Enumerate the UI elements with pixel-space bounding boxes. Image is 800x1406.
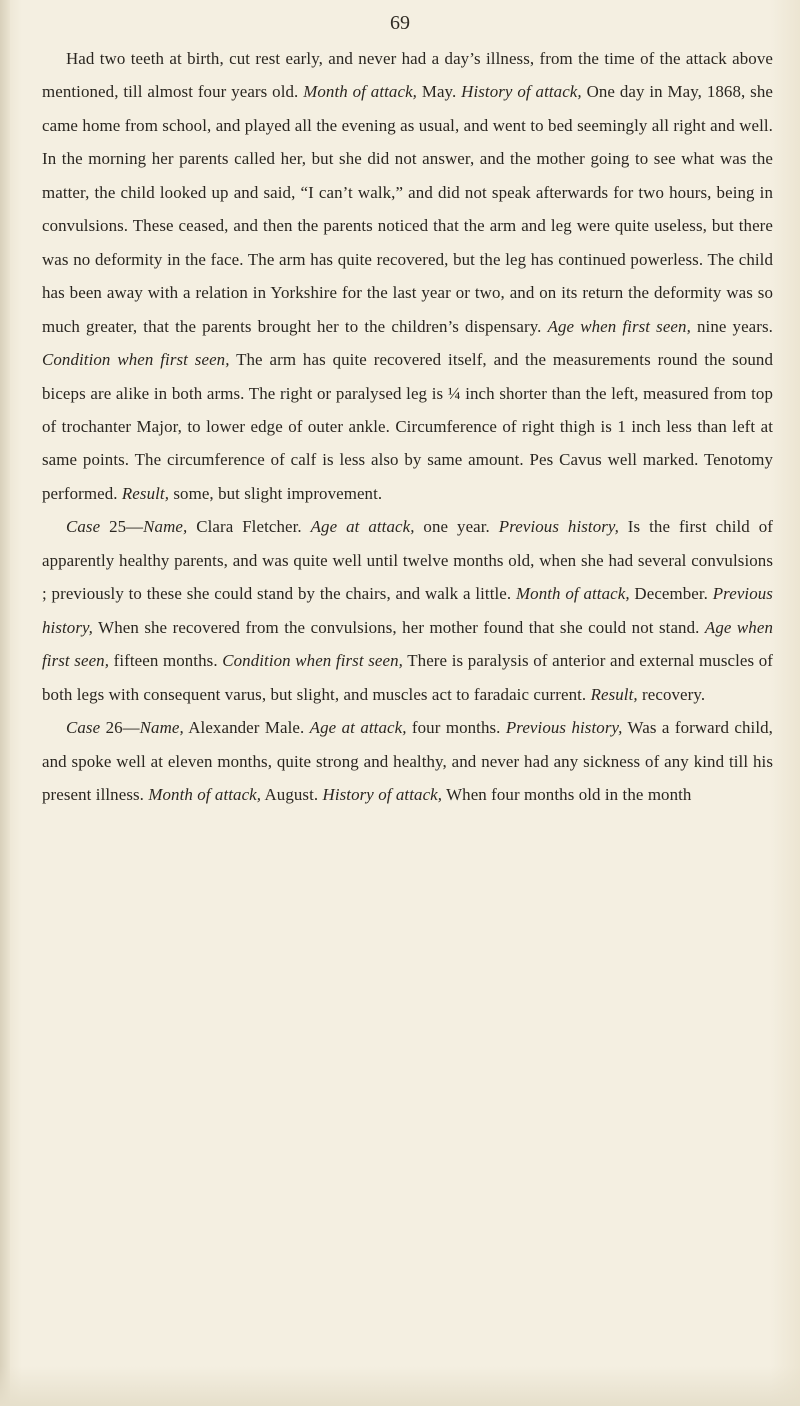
body-text — [42, 42, 773, 811]
paragraph-case-25: Case 25—Name, Clara Fletcher. Age at attack, one year. Previous history, Is the first child of apparently healthy parents, and was quite well until twelve months old, when she had several convulsions ; previously to these she could stand by the chairs, and walk a little. Month of attack, December. Previous history, When she recovered from the convulsions, her mother found that she could not stand. Age when first seen, fifteen months. Condition when first seen, There is paralysis of anterior and external muscles of both legs with consequent varus, but slight, and muscles act to faradaic current. Result, recovery. — [42, 517, 774, 704]
page-bottom-shadow — [0, 1366, 800, 1406]
binding-edge — [0, 0, 10, 1406]
paragraph-case-24-continued: Had two teeth at birth, cut rest early, and never had a day’s illness, from the time of the attack above mentioned, till almost four years old. Month of attack, May. History of attack, One day in May, 1868, she came home from school, and played all the evening as usual, and went to bed seemingly all right and well. In the morning her parents called her, but she did not answer, and the mother going to see what was the matter, the child looked up and said, “I can’t walk,” and did not speak afterwards for two hours, being in convulsions. These ceased, and then the parents noticed that the arm and leg were quite useless, but there was no deformity in the face. The arm has quite recovered, but the leg has continued powerless. The child has been away with a relation in Yorkshire for the last year or two, and on its return the deformity was so much greater, that the parents brought her to the children’s dispensary. Age when first seen, nine years. Condition when first seen, The arm has quite recovered itself, and the measurements round the sound biceps are alike in both arms. The right or paralysed leg is ¼ inch shorter than the left, measured from top of trochanter Major, to lower edge of outer ankle. Circumference of right thigh is 1 inch less than left at same points. The circumference of calf is less also by same amount. Pes Cavus well marked. Tenotomy performed. Result, some, but slight improvement. — [42, 49, 773, 503]
paragraph-case-26: Case 26—Name, Alexander Male. Age at attack, four months. Previous history, Was a forward child, and spoke well at eleven months, quite strong and healthy, and never had any sickness of any kind till his present illness. Month of attack, August. History of attack, When four months old in the month — [42, 718, 774, 804]
page-number: 69 — [390, 12, 410, 34]
